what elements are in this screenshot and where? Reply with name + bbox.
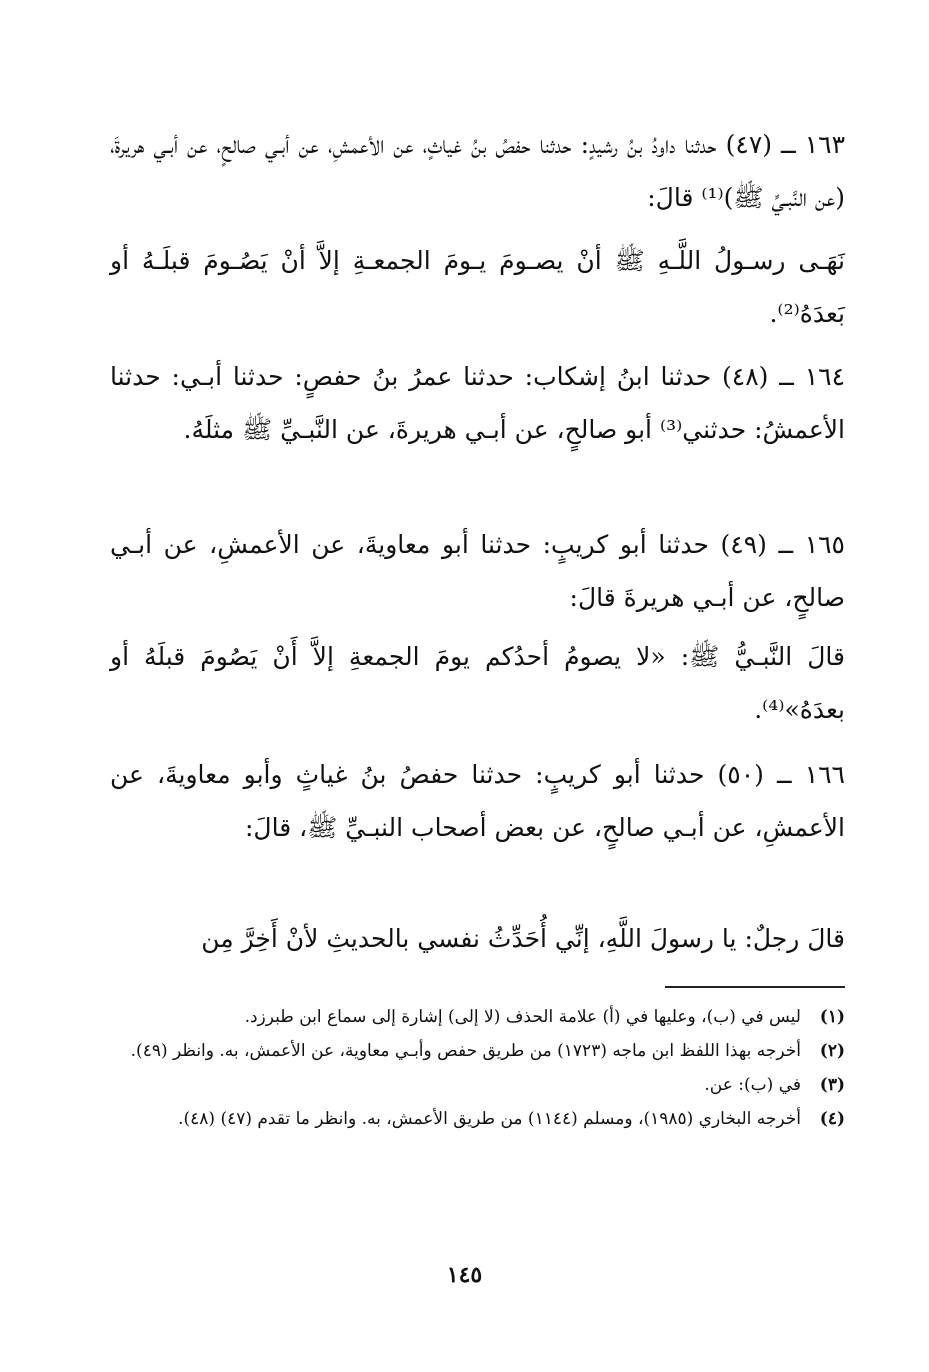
hadith-163-matn: نَهَـى رسـولُ اللَّـهِ ﷺ أنْ يصـومَ يـومَ الجمعـةِ إلاَّ أنْ يَصُـومَ قبلَـهُ أو بَعدَهُ⁽²⁾. (110, 246, 845, 328)
footnote-1 (110, 1000, 845, 1034)
page-number: ١٤٥ (446, 1262, 483, 1288)
footnote-3 (110, 1068, 845, 1102)
footnote-number: (١) (819, 1007, 845, 1027)
footnote-number: (٢) (819, 1041, 845, 1061)
hadith-166-matn: قالَ رجلٌ: يا رسولَ اللَّهِ، إنِّي أُحَدِّثُ نفسي بالحديثِ لأنْ أَخِرَّ مِن (201, 924, 845, 953)
hadith-165-matn: قالَ النَّبـيُّ ﷺ: «لا يصومُ أحدُكم يومَ الجمعةِ إلاَّ أَنْ يَصُومَ قبلَهُ أو بعدَهُ»⁽⁴⁾. (110, 642, 845, 724)
footnote-number: (٤) (819, 1109, 845, 1129)
footnote-text: أخرجه البخاري (١٩٨٥)، ومسلم (١١٤٤) من طريق الأعمش، به. وانظر ما تقدم (٤٧) (٤٨). (178, 1109, 801, 1129)
footnote-divider (665, 986, 845, 988)
footnote-number: (٣) (819, 1075, 845, 1095)
footnotes (110, 1000, 845, 1136)
footnote-text: أخرجه بهذا اللفظ ابن ماجه (١٧٢٣) من طريق حفص وأبـي معاوية، عن الأعمش، به. وانظر (٤٩). (130, 1041, 801, 1061)
footnote-2 (110, 1034, 845, 1068)
hadith-164: ١٦٤ ــ (٤٨) حدثنا ابنُ إشكاب: حدثنا عمرُ بنُ حفصٍ: حدثنا أبـي: حدثنا الأعمشُ: حدثني⁽³⁾ أبو صالحٍ، عن أبـي هريرةَ، عن النَّبـيِّ ﷺ مثلَهُ. (110, 362, 846, 444)
hadith-165-isnad: ١٦٥ ــ (٤٩) حدثنا أبو كريبٍ: حدثنا أبو معاويةَ، عن الأعمشِ، عن أبـي صالحٍ، عن أبـي هريرةَ قالَ: (110, 530, 845, 612)
footnote-text: ليس في (ب)، وعليها في (أ) علامة الحذف (لا إلى) إشارة إلى سماع ابن طبرزد. (244, 1007, 801, 1027)
hadith-166-isnad: ١٦٦ ــ (٥٠) حدثنا أبو كريبٍ: حدثنا حفصُ بنُ غياثٍ وأبو معاويةَ، عن الأعمشِ، عن أبـي صالحٍ، عن بعض أصحاب النبـيِّ ﷺ، قالَ: (110, 760, 845, 842)
footnote-text: في (ب): عن. (704, 1075, 801, 1095)
hadith-163-isnad: ١٦٣ ــ (٤٧) حدثنا داودُ بنُ رشيدٍ: حدثنا حفصُ بنُ غياثٍ، عن الأعمشِ، عن أبـي صالحٍ، عن أبـي هريرةَ، (عن النَّبـيِّ ﷺ)⁽¹⁾ قالَ: (110, 130, 846, 212)
footnote-4 (110, 1102, 845, 1136)
